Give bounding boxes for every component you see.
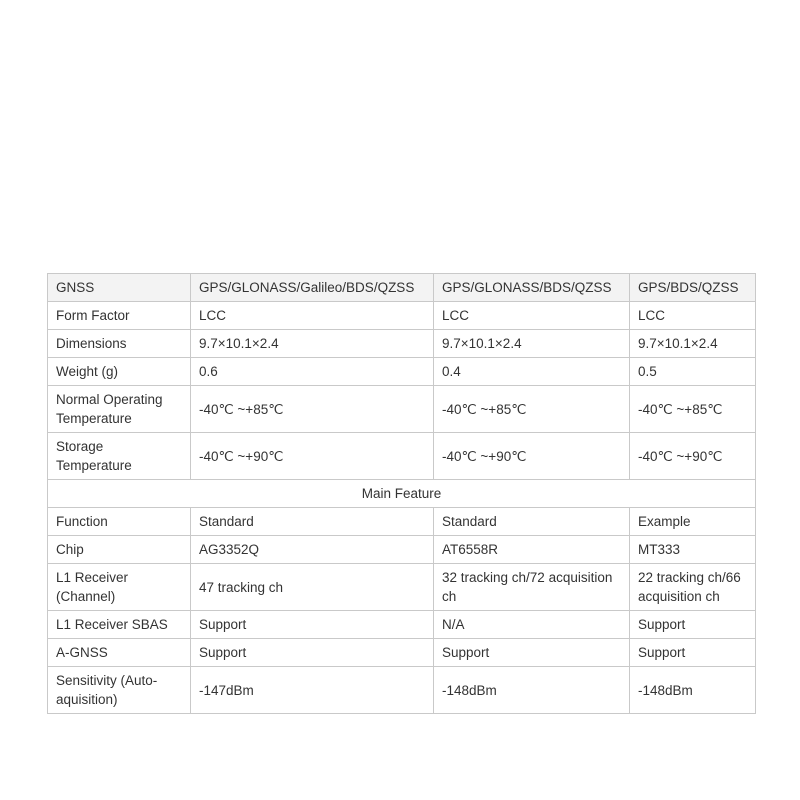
spec-label: L1 Receiver (Channel) xyxy=(48,564,191,611)
section-header-row xyxy=(48,480,756,508)
spec-value: 0.5 xyxy=(630,358,756,386)
table-row xyxy=(48,611,756,639)
spec-value: -40℃ ~+85℃ xyxy=(630,386,756,433)
spec-value: 22 tracking ch/66 acquisition ch xyxy=(630,564,756,611)
spec-value: 0.4 xyxy=(434,358,630,386)
spec-value: 32 tracking ch/72 acquisition ch xyxy=(434,564,630,611)
spec-value: 0.6 xyxy=(191,358,434,386)
spec-value: AG3352Q xyxy=(191,536,434,564)
spec-value: -40℃ ~+90℃ xyxy=(191,433,434,480)
table-row xyxy=(48,358,756,386)
spec-value: -40℃ ~+85℃ xyxy=(434,386,630,433)
spec-value: LCC xyxy=(434,302,630,330)
spec-value: GPS/GLONASS/Galileo/BDS/QZSS xyxy=(191,274,434,302)
table-row xyxy=(48,639,756,667)
gnss-spec-table xyxy=(47,273,756,714)
spec-value: -148dBm xyxy=(630,667,756,714)
spec-value: 47 tracking ch xyxy=(191,564,434,611)
spec-value: -40℃ ~+85℃ xyxy=(191,386,434,433)
table-row xyxy=(48,433,756,480)
table-row xyxy=(48,330,756,358)
spec-value: Standard xyxy=(434,508,630,536)
spec-value: Standard xyxy=(191,508,434,536)
spec-value: GPS/BDS/QZSS xyxy=(630,274,756,302)
spec-value: 9.7×10.1×2.4 xyxy=(434,330,630,358)
spec-label: Weight (g) xyxy=(48,358,191,386)
spec-label: Sensitivity (Auto-aquisition) xyxy=(48,667,191,714)
spec-value: -147dBm xyxy=(191,667,434,714)
table-row xyxy=(48,536,756,564)
spec-label: A-GNSS xyxy=(48,639,191,667)
spec-label: Dimensions xyxy=(48,330,191,358)
spec-value: LCC xyxy=(191,302,434,330)
spec-label: Chip xyxy=(48,536,191,564)
spec-label: Form Factor xyxy=(48,302,191,330)
spec-value: Support xyxy=(191,639,434,667)
spec-value: Support xyxy=(630,611,756,639)
spec-value: 9.7×10.1×2.4 xyxy=(630,330,756,358)
spec-value: Support xyxy=(630,639,756,667)
spec-value: -148dBm xyxy=(434,667,630,714)
spec-value: -40℃ ~+90℃ xyxy=(630,433,756,480)
spec-label: Normal Operating Temperature xyxy=(48,386,191,433)
spec-value: GPS/GLONASS/BDS/QZSS xyxy=(434,274,630,302)
table-row xyxy=(48,564,756,611)
table-row xyxy=(48,508,756,536)
spec-value: Support xyxy=(191,611,434,639)
spec-label: GNSS xyxy=(48,274,191,302)
spec-value: AT6558R xyxy=(434,536,630,564)
spec-value: Support xyxy=(434,639,630,667)
table-row xyxy=(48,667,756,714)
table-row xyxy=(48,386,756,433)
spec-value: 9.7×10.1×2.4 xyxy=(191,330,434,358)
spec-value: N/A xyxy=(434,611,630,639)
spec-label: Function xyxy=(48,508,191,536)
spec-value: LCC xyxy=(630,302,756,330)
spec-label: Storage Temperature xyxy=(48,433,191,480)
table-row xyxy=(48,274,756,302)
section-title: Main Feature xyxy=(48,480,756,508)
spec-value: Example xyxy=(630,508,756,536)
table-row xyxy=(48,302,756,330)
spec-value: MT333 xyxy=(630,536,756,564)
spec-label: L1 Receiver SBAS xyxy=(48,611,191,639)
spec-value: -40℃ ~+90℃ xyxy=(434,433,630,480)
